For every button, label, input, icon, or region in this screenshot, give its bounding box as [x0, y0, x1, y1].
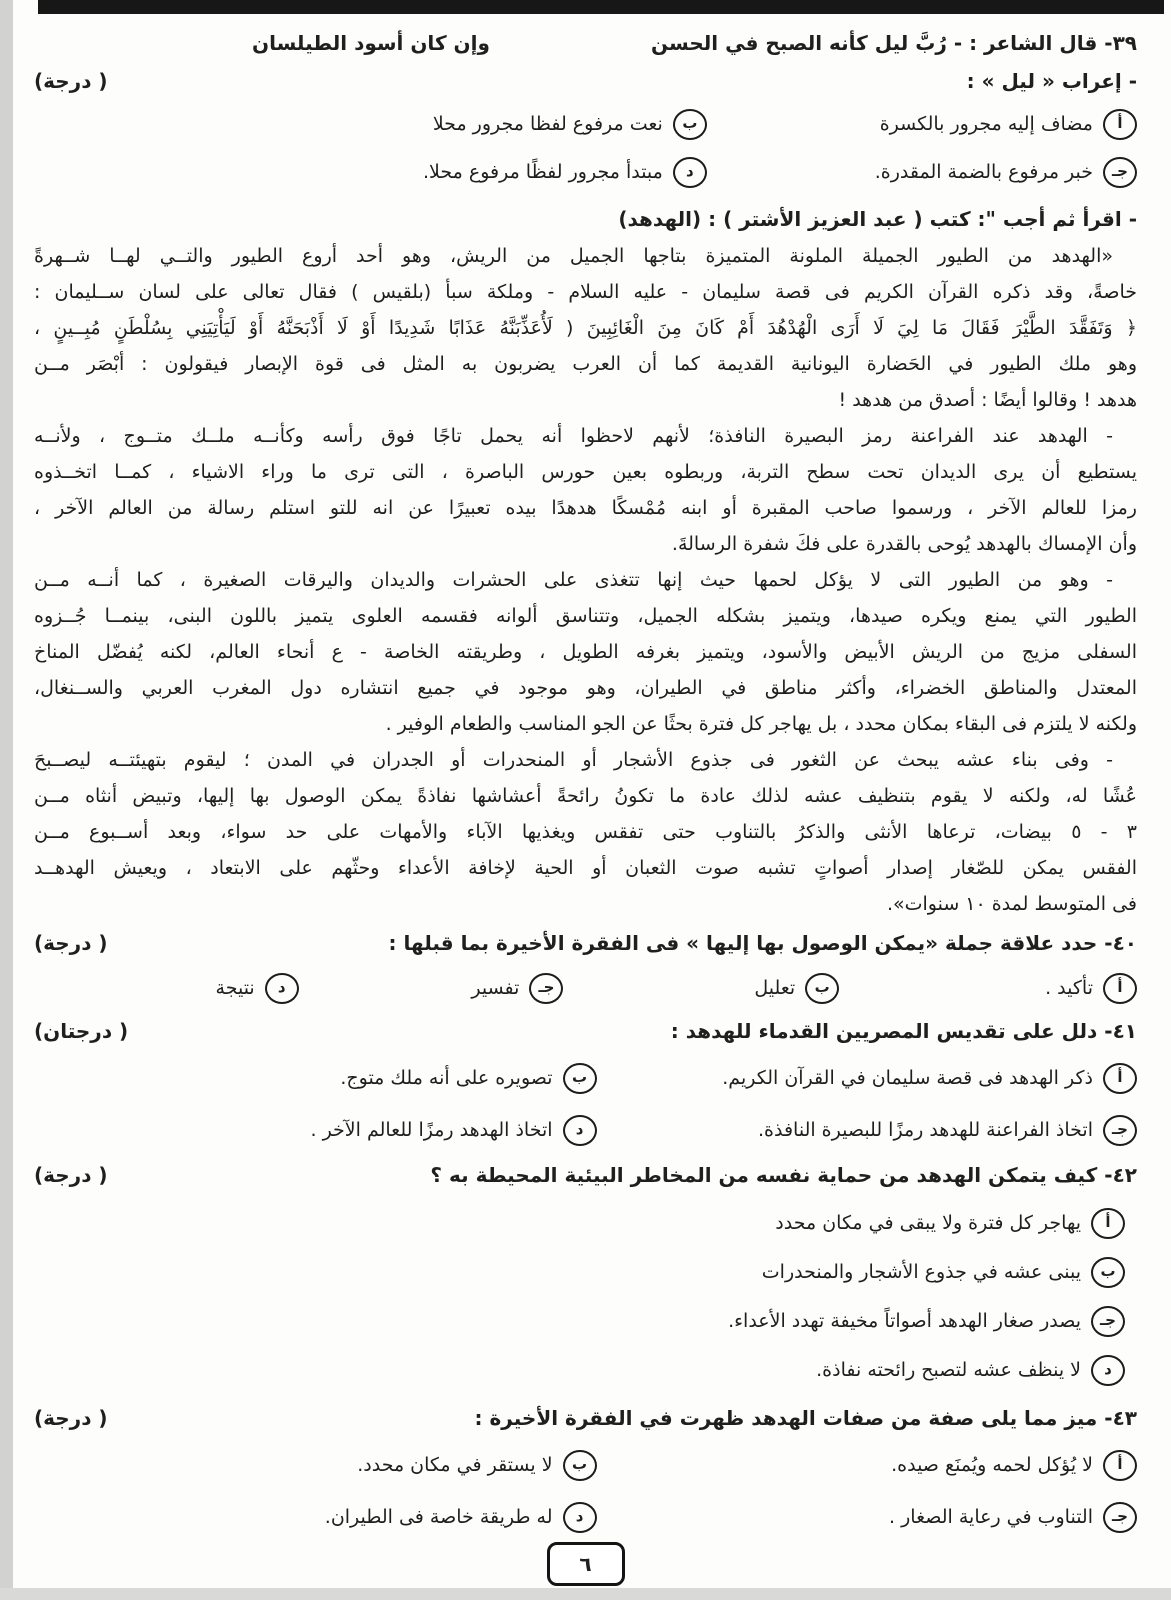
- option-letter-badge: د: [265, 973, 299, 1004]
- passage-line: السفلى مزيج من الريش الأبيض والأسود، ويتميز بغرفه الطويل ، وطريقته الخاصة - ع أنحاء العالم، لكنه يُفضّل المناخ: [34, 641, 1137, 663]
- option-c: [597, 1497, 1137, 1537]
- option-letter-badge: د: [563, 1115, 597, 1146]
- question-43-header: [34, 1399, 1137, 1437]
- passage-line: فى المتوسط لمدة ١٠ سنوات».: [886, 893, 1137, 915]
- question-39-subtitle-row: [34, 62, 1137, 100]
- option-letter-badge: جـ: [1103, 157, 1137, 188]
- option-text: ذكر الهدهد فى قصة سليمان في القرآن الكريم.: [722, 1067, 1093, 1089]
- option-letter-badge: جـ: [529, 973, 563, 1004]
- page-number-box: [547, 1542, 625, 1586]
- top-rule: [38, 0, 1164, 14]
- reading-instruction: - اقرأ ثم أجب ": كتب ( عبد العزيز الأشتر ) : (الهدهد): [618, 207, 1137, 231]
- question-41-marks: ( درجتان): [34, 1019, 129, 1043]
- passage-line: ٣ - ٥ بيضات، ترعاها الأنثى والذكرُ بالتناوب حتى تفقس ويغذيها الآباء والأمهات على حد سواء، وبعد أســبوع مــن: [34, 821, 1138, 843]
- option-d: [34, 1497, 597, 1537]
- question-42-title: ٤٢- كيف يتمكن الهدهد من حماية نفسه من المخاطر البيئية المحيطة به ؟: [430, 1163, 1137, 1187]
- question-42-header: [34, 1156, 1137, 1194]
- option-text: تصويره على أنه ملك متوج.: [340, 1067, 553, 1089]
- option-d: [34, 1110, 597, 1150]
- question-39-subtitle: - إعراب « ليل » :: [966, 69, 1137, 93]
- option-d: [34, 1350, 1125, 1390]
- option-a: [34, 1203, 1125, 1243]
- passage-line: عُشًا له، ولكنه لا يقوم بتنظيف عشه لذلك عادة ما تكونُ رائحةً أعشاشها نفاذةً يمكن الوصول بها إليها، وتبيض أنثاه مــن: [34, 785, 1137, 807]
- question-39-header: [34, 24, 1137, 62]
- option-letter-badge: جـ: [1103, 1502, 1137, 1533]
- option-b: [34, 1058, 597, 1098]
- question-39-options: [34, 104, 1137, 192]
- passage-line: رمزا للعالم الآخر ، ورسموا صاحب المقبرة أو ابنه مُمْسكًا هدهدًا بيده تعبيرًا عن انه للتو استلم رسالة من العالم الآخر ،: [34, 497, 1137, 519]
- option-letter-badge: جـ: [1103, 1115, 1137, 1146]
- option-letter-badge: أ: [1103, 109, 1137, 140]
- question-39-marks: ( درجة): [34, 69, 108, 93]
- scan-edge-bottom: [0, 1588, 1171, 1600]
- option-a: [597, 1445, 1137, 1485]
- option-text: تأكيد .: [1045, 977, 1093, 999]
- option-text: نتيجة: [215, 977, 255, 999]
- option-letter-badge: أ: [1103, 973, 1137, 1004]
- question-43-marks: ( درجة): [34, 1406, 108, 1430]
- option-text: مبتدأ مجرور لفظًا مرفوع محلا.: [423, 161, 663, 183]
- option-b: [34, 1445, 597, 1485]
- passage-line: ولكنه لا يلتزم فى البقاء بمكان محدد ، بل يهاجر كل فترة بحثًا عن الجو المناسب والطعام الوفير .: [385, 713, 1137, 735]
- option-a: [839, 968, 1137, 1008]
- option-letter-badge: د: [1091, 1355, 1125, 1386]
- passage: [34, 238, 1137, 922]
- option-text: اتخاذ الفراعنة للهدهد رمزًا للبصيرة النافذة.: [758, 1119, 1093, 1141]
- question-42-options: [34, 1203, 1137, 1390]
- option-letter-badge: أ: [1103, 1450, 1137, 1481]
- option-text: تفسير: [471, 977, 520, 999]
- option-text: خبر مرفوع بالضمة المقدرة.: [874, 161, 1093, 183]
- passage-line: خاصةً، وقد ذكره القرآن الكريم فى قصة سليمان - عليه السلام - وملكة سبأ (بلقيس ) فقال تعالى على لسان ســليمان :: [34, 281, 1137, 303]
- exam-page: [34, 24, 1137, 1541]
- option-letter-badge: ب: [805, 973, 839, 1004]
- option-text: نعت مرفوع لفظا مجرور محلا: [432, 113, 663, 135]
- passage-line: - وهو من الطيور التى لا يؤكل لحمها حيث إنها تتغذى على الحشرات والديدان واليرقات الصغيرة ، كما أنــه مــن: [34, 569, 1113, 591]
- option-text: يهاجر كل فترة ولا يبقى في مكان محدد: [775, 1212, 1081, 1234]
- option-letter-badge: جـ: [1091, 1306, 1125, 1337]
- question-40-marks: ( درجة): [34, 931, 108, 955]
- option-c: [707, 152, 1137, 192]
- option-text: لا ينظف عشه لتصبح رائحته نفاذة.: [816, 1359, 1081, 1381]
- option-letter-badge: ب: [563, 1063, 597, 1094]
- option-text: تعليل: [754, 977, 796, 999]
- question-40-title: ٤٠- حدد علاقة جملة «يمكن الوصول بها إليها » فى الفقرة الأخيرة بما قبلها :: [388, 931, 1137, 955]
- option-c: [299, 968, 564, 1008]
- passage-line: وأن الإمساك بالهدهد يُوحى بالقدرة على فكَ شفرة الرسالةَ.: [671, 533, 1137, 555]
- option-b: [563, 968, 839, 1008]
- option-c: [34, 1301, 1125, 1341]
- option-text: مضاف إليه مجرور بالكسرة: [879, 113, 1093, 135]
- question-43-options: [34, 1445, 1137, 1537]
- verse-second-hemistich: وإن كان أسود الطيلسان: [252, 31, 490, 55]
- scan-edge-left: [0, 0, 13, 1600]
- question-41-header: [34, 1012, 1137, 1050]
- option-text: يبنى عشه في جذوع الأشجار والمنحدرات: [761, 1261, 1081, 1283]
- passage-line: يستطيع أن يرى الديدان تحت سطح التربة، وربطوه بعين حورس الباصرة ، التى ترى ما وراء الاشياء ، كمــا اتخــذوه: [34, 461, 1137, 483]
- option-text: لا يُؤكل لحمه ويُمنَع صيده.: [891, 1454, 1093, 1476]
- passage-line: الطيور التي يمنع ويكره صيدها، ويتميز بشكله الجميل، وتتناسق ألوانه فقسمه العلوى يتميز باللون البنى، بينمــا جُــزوه: [34, 605, 1137, 627]
- passage-line: ﴿ وَتَفَقَّدَ الطَّيْرَ فَقَالَ مَا لِيَ لَا أَرَى الْهُدْهُدَ أَمْ كَانَ مِنَ الْغَائِبِينَ ( لَأُعَذِّبَنَّهُ عَذَابًا شَدِيدًا أَوْ لَا أَذْبَحَنَّهُ أَوْ لَيَأْتِيَنِي بِسُلْطَنٍ مُبِــينٍ ،: [34, 317, 1137, 339]
- option-b: [34, 1252, 1125, 1292]
- option-text: التناوب في رعاية الصغار .: [889, 1506, 1093, 1528]
- option-letter-badge: ب: [1091, 1257, 1125, 1288]
- question-42-marks: ( درجة): [34, 1163, 108, 1187]
- option-letter-badge: ب: [563, 1450, 597, 1481]
- option-text: لا يستقر في مكان محدد.: [357, 1454, 553, 1476]
- option-d: [34, 152, 707, 192]
- question-40-header: [34, 924, 1137, 962]
- option-d: [34, 968, 299, 1008]
- option-a: [597, 1058, 1137, 1098]
- option-letter-badge: ب: [673, 109, 707, 140]
- passage-line: «الهدهد من الطيور الجميلة الملونة المتميزة بتاجها الجميل من الريش، وهو أحد أروع الطيور والتــي لهــا شــهرةً: [34, 245, 1113, 267]
- option-letter-badge: أ: [1103, 1063, 1137, 1094]
- option-text: يصدر صغار الهدهد أصواتاً مخيفة تهدد الأعداء.: [728, 1310, 1081, 1332]
- passage-line: هدهد ! وقالوا أيضًا : أصدق من هدهد !: [838, 389, 1137, 411]
- question-41-title: ٤١- دلل على تقديس المصريين القدماء للهدهد :: [670, 1019, 1137, 1043]
- option-letter-badge: د: [563, 1502, 597, 1533]
- question-41-options: [34, 1058, 1137, 1150]
- passage-line: وهو ملك الطيور في الحَضارة اليونانية القديمة كما أن العرب يضربون به المثل فى قوة الإبصار فيقولون : أبْصَر مــن: [34, 353, 1137, 375]
- option-c: [597, 1110, 1137, 1150]
- question-40-options: [34, 968, 1137, 1008]
- passage-line: - وفى بناء عشه يبحث عن الثغور فى جذوع الأشجار أو المنحدرات أو الجدران في المدن ؛ ليقوم بتهيئتــه ليصــبحَ: [34, 749, 1113, 771]
- option-a: [707, 104, 1137, 144]
- option-text: له طريقة خاصة فى الطيران.: [324, 1506, 553, 1528]
- question-39-title: ٣٩- قال الشاعر : - رُبَّ ليل كأنه الصبح في الحسن: [651, 31, 1137, 55]
- option-letter-badge: أ: [1091, 1208, 1125, 1239]
- passage-line: - الهدهد عند الفراعنة رمز البصيرة النافذة؛ لأنهم لاحظوا أنه يحمل تاجًا فوق رأسه وكأنــه ملــك متــوج ، ولأنــه: [34, 425, 1113, 447]
- question-43-title: ٤٣- ميز مما يلى صفة من صفات الهدهد ظهرت في الفقرة الأخيرة :: [474, 1406, 1137, 1430]
- page-number: ٦: [579, 1552, 592, 1576]
- passage-line: المعتدل والمناطق الخضراء، وأكثر مناطق في الطيران، وهو موجود في جميع انتشاره دول المغرب العربي والســنغال،: [34, 677, 1137, 699]
- option-b: [34, 104, 707, 144]
- passage-line: الفقس يمكن للصّغار إصدار أصواتٍ تشبه صوت الثعبان أو الحية لإخافة الأعداء وحثّهم على الابتعاد ، ويعيش الهدهــد: [34, 857, 1137, 879]
- option-letter-badge: د: [673, 157, 707, 188]
- option-text: اتخاذ الهدهد رمزًا للعالم الآخر .: [310, 1119, 553, 1141]
